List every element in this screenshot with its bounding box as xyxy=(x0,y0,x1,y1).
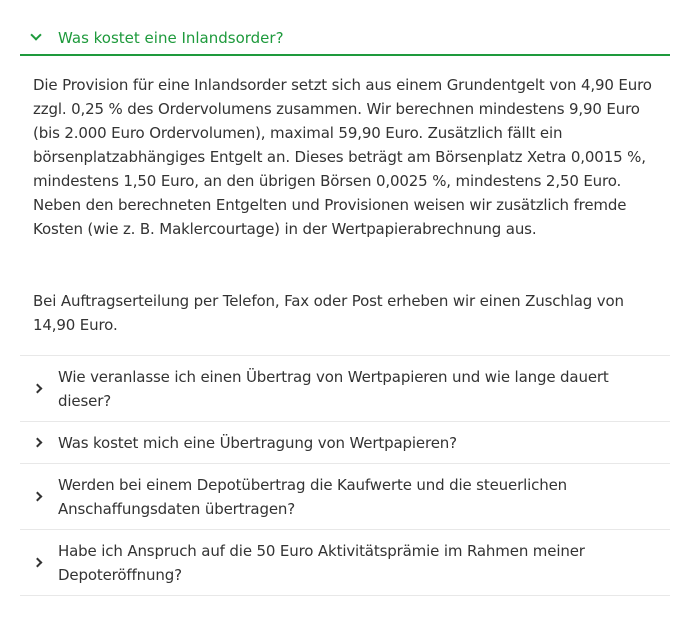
faq-question-label: Was kostet mich eine Übertragung von Wertpapieren? xyxy=(58,434,457,452)
faq-question-label: Was kostet eine Inlandsorder? xyxy=(58,29,284,47)
answer-paragraph: Die Provision für eine Inlandsorder setzt sich aus einem Grundentgelt von 4,90 Euro zzgl. 0,25 % des Ordervolumens zusammen. Wir berechnen mindestens 9,90 Euro (bis 2.000 Euro Ordervolumen), maximal 59,90 Euro. Zusätzlich fällt ein börsenplatzabhängiges Entgelt an. Dieses beträgt am Börsenplatz Xetra 0,0015 %, mindestens 1,50 Euro, an den übrigen Börsen 0,0025 %, mindestens 2,50 Euro. Neben den berechneten Entgelten und Provisionen weisen wir zusätzlich fremde Kosten (wie z. B. Maklercourtage) in der Wertpapierabrechnung aus. xyxy=(33,76,652,238)
faq-answer xyxy=(20,56,670,355)
answer-paragraph: Bei Auftragserteilung per Telefon, Fax oder Post erheben wir einen Zuschlag von 14,90 Euro. xyxy=(33,292,624,334)
faq-question-label: Habe ich Anspruch auf die 50 Euro Aktivitätsprämie im Rahmen meiner Depoteröffnung? xyxy=(58,542,585,584)
faq-question-label: Werden bei einem Depotübertrag die Kaufwerte und die steuerlichen Anschaffungsdaten übertragen? xyxy=(58,476,568,518)
faq-question-collapsed[interactable] xyxy=(20,463,670,529)
faq-question-label: Wie veranlasse ich einen Übertrag von Wertpapieren und wie lange dauert dieser? xyxy=(58,368,609,410)
faq-accordion xyxy=(20,0,670,596)
faq-question-collapsed[interactable] xyxy=(20,355,670,421)
faq-question-expanded[interactable] xyxy=(20,0,670,56)
faq-question-collapsed[interactable] xyxy=(20,529,670,596)
faq-question-collapsed[interactable] xyxy=(20,421,670,463)
chevron-down-icon xyxy=(30,29,41,40)
